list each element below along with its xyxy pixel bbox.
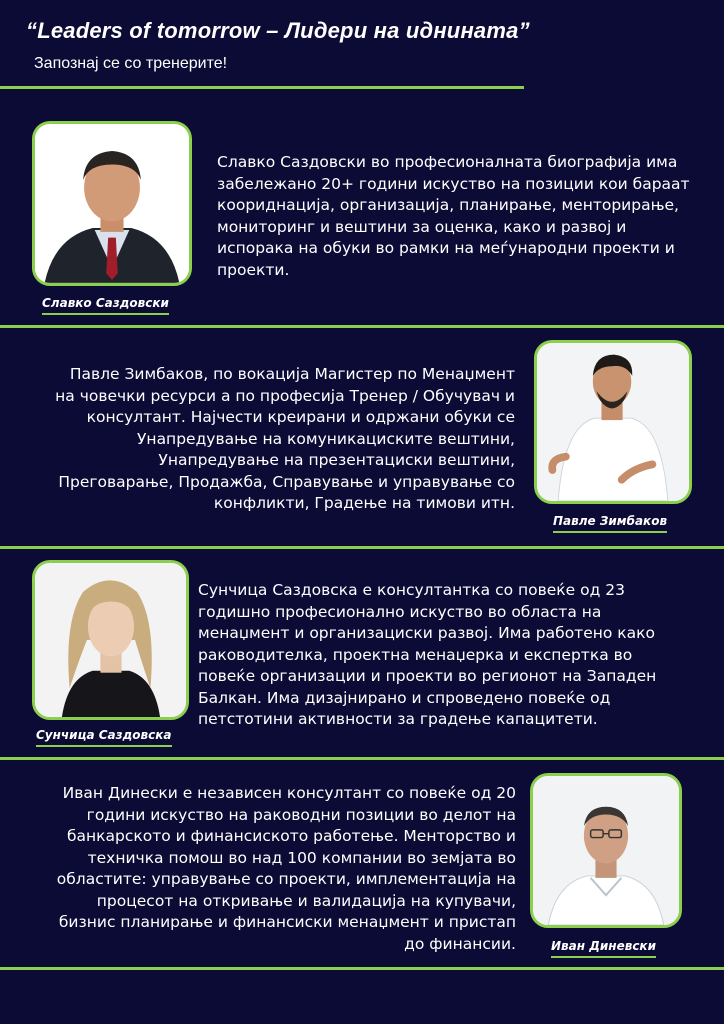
trainer-name-ivan: Иван Диневски xyxy=(551,939,656,958)
trainer-bio-pavle: Павле Зимбаков, по вокација Магистер по Менаџмент на човечки ресурси а по професија Тренер / Обучувач и консултант. Најчести креирани и одржани обуки се Унапредување на комуникациските вештини, Унапредување на презентациски вештини, Преговарање, Продажба, Справување и управување со конфликти, Градење на тимови итн. xyxy=(55,365,515,512)
page-subtitle: Запознај се со тренерите! xyxy=(34,55,228,72)
trainer-photo-pavle xyxy=(534,340,692,504)
trainer-photo-ivan xyxy=(530,773,682,928)
trainer-bio-sunchica: Сунчица Саздовска е консултантка со повеќе од 23 годишно професионално искуство во областа на менаџмент и организациски развој. Има работено како раководителка, проектна менаџерка и експертка во повеќе организации и проекти во регионот на Западен Балкан. Има дизајнирано и спроведено повеќе од петстотини активности за градење капацитети. xyxy=(198,581,657,728)
portrait-man-presenting xyxy=(537,343,689,501)
section-divider-2 xyxy=(0,546,724,549)
trainer-name-sunchica: Сунчица Саздовска xyxy=(36,728,172,747)
page-title: “Leaders of tomorrow – Лидери на иднината” xyxy=(26,18,530,43)
trainer-name-slavko: Славко Саздовски xyxy=(42,296,169,315)
trainer-name-pavle: Павле Зимбаков xyxy=(553,514,667,533)
trainer-bio-slavko: Славко Саздовски во професионалната биографија има забележано 20+ години искуство на позиции кои бараат коориднација, организација, планирање, менторирање, мониторинг и вештини за оценка, како и развој и испорака на обуки во рамки на меѓународни проекти и проекти. xyxy=(217,153,690,279)
portrait-man-glasses xyxy=(533,776,679,925)
section-divider-3 xyxy=(0,757,724,760)
header-divider xyxy=(0,86,524,89)
trainer-photo-sunchica xyxy=(32,560,189,720)
section-divider-4 xyxy=(0,967,724,970)
portrait-woman-blonde xyxy=(35,563,186,717)
trainer-bio-ivan: Иван Динески е независен консултант со повеќе од 20 години искуство на раководни позиции во делот на банкарското и финансиското работење. Менторство и техничка помош во над 100 компании во земјата во областите: управување со проекти, имплементација на процесот на откривање и валидација на купувачи, бизнис планирање и финансиски менаџмент и пристап до финансии. xyxy=(56,784,516,953)
section-divider-1 xyxy=(0,325,724,328)
portrait-man-suit xyxy=(35,124,189,283)
trainer-photo-slavko xyxy=(32,121,192,286)
